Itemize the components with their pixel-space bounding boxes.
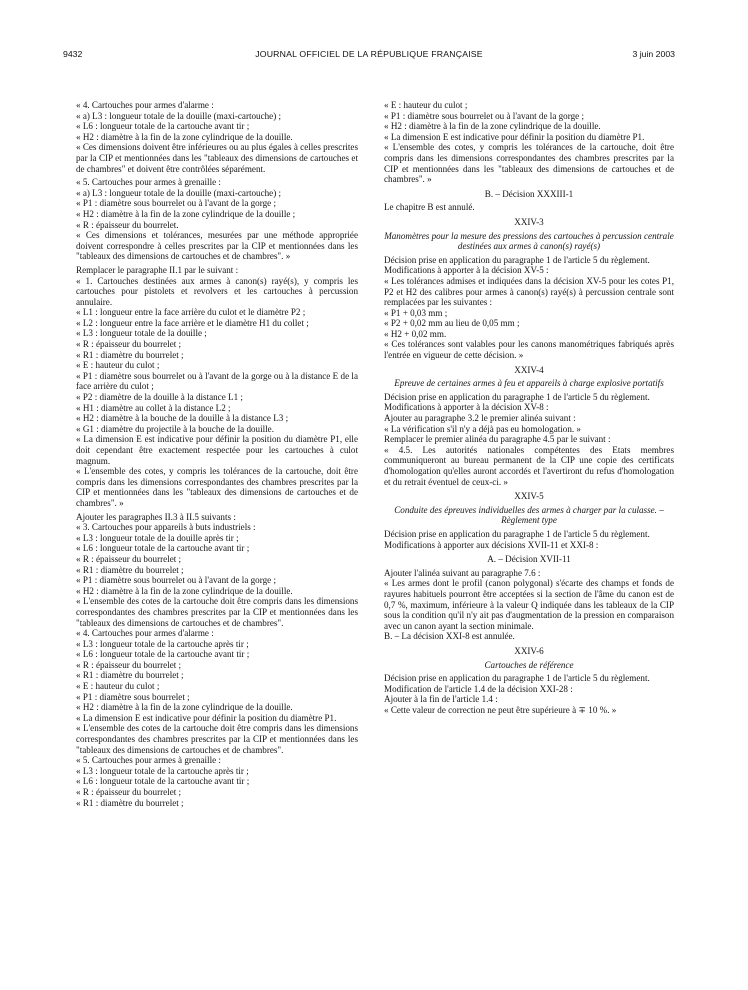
paragraph: « R1 : diamètre du bourrelet ; [76,797,184,808]
paragraph: Décision prise en application du paragraphe 1 de l'article 5 du règlement. [384,391,650,402]
paragraph: « H2 : diamètre à la fin de la zone cylindrique de la douille. [76,702,293,713]
paragraph: « H2 : diamètre à la fin de la zone cylindrique de la douille. [76,585,293,596]
paragraph: « L'ensemble des cotes, y compris les tolérances de la cartouche, doit être compris dans les dimensions correspondantes des chambres prescrites par la CIP et mentionnées dans les "tableaux des dimensions de cartouches et de chambres". » [76,466,358,508]
paragraph: « L6 : longueur totale de la cartouche avant tir ; [76,776,250,787]
paragraph: « R1 : diamètre du bourrelet ; [76,670,184,681]
paragraph: « Les tolérances admises et indiquées dans la décision XV-5 pour les cotes P1, P2 et H2 des calibres pour armes à canon(s) rayé(s) à percussion centrale sont remplacées par les suivantes : [384,275,674,308]
paragraph: Le chapitre B est annulé. [384,202,475,213]
paragraph: Remplacer le paragraphe II.1 par le suivant : [76,264,239,275]
paragraph: « L1 : longueur entre la face arrière du culot et le diamètre P2 ; [76,307,306,318]
paragraph: « L'ensemble des cotes de la cartouche doit être compris dans les dimensions correspondantes des chambres prescrites par la CIP et mentionnées dans les "tableaux des dimensions de cartouches et de chambres". [76,723,358,755]
paragraph: « Les armes dont le profil (canon polygonal) s'écarte des champs et fonds de rayures habituels pourront être acceptées si la section de l'âme du canon est de 0,7 %, maximum, inférieure à la valeur Q indiquée dans les tableaux de la CIP sous la condition qu'il n'y ait pas d'augmentation de la pression en comparaison avec un canon ayant la section minimale. [384,578,674,631]
paragraph: Décision prise en application du paragraphe 1 de l'article 5 du règlement. [384,528,650,539]
paragraph: « H2 : diamètre à la bouche de la douille à la distance L3 ; [76,413,289,424]
paragraph: « 1. Cartouches destinées aux armes à canon(s) rayé(s), y compris les cartouches pour pistolets et revolvers et les cartouches à percussion annulaire. [76,275,358,307]
paragraph: « 5. Cartouches pour armes à grenaille : [76,177,221,188]
page-number: 9432 [63,49,83,59]
paragraph: « P1 + 0,03 mm ; [384,307,448,318]
paragraph: « H1 : diamètre au collet à la distance L2 ; [76,402,231,413]
paragraph: « P1 : diamètre sous bourrelet ou à l'avant de la gorge ; [76,198,276,209]
right-column [384,100,674,980]
paragraph: Modifications à apporter aux décisions XVII-11 et XXI-8 : [384,539,599,550]
paragraph: « R : épaisseur du bourrelet ; [76,553,182,564]
paragraph: Ajouter à la fin de l'article 1.4 : [384,694,498,705]
paragraph: « Ces dimensions doivent être inférieures ou au plus égales à celles prescrites par la CIP et mentionnées dans les "tableaux des dimensions de cartouches et de chambres" et doivent être contrôlées séparément. [76,142,358,174]
paragraph: « P1 : diamètre sous bourrelet ; [76,691,190,702]
paragraph: Ajouter l'alinéa suivant au paragraphe 7.6 : [384,567,541,578]
section-heading: XXIV-5 [514,491,544,502]
section-heading: B. – Décision XXXIII-1 [484,188,574,199]
paragraph: « H2 + 0,02 mm. [384,328,447,339]
paragraph: « Ces dimensions et tolérances, mesurées par une méthode appropriée doivent correspondre à celles prescrites par la CIP et mentionnées dans les "tableaux des dimensions de cartouches et de chambres". » [76,230,358,262]
publication-date: 3 juin 2003 [632,49,675,59]
paragraph: « E : hauteur du culot ; [76,360,160,371]
paragraph: « P1 : diamètre sous bourrelet ou à l'avant de la gorge ; [76,575,276,586]
paragraph: « H2 : diamètre à la fin de la zone cylindrique de la douille. [384,121,601,132]
paragraph: « a) L3 : longueur totale de la douille (maxi-cartouche) ; [76,187,282,198]
paragraph: « L3 : longueur totale de la douille ; [76,328,207,339]
paragraph: « H2 : diamètre à la fin de la zone cylindrique de la douille ; [76,208,296,219]
paragraph: Modifications à apporter à la décision XV-8 : [384,402,549,413]
page-header [63,49,675,63]
paragraph: B. – La décision XXI-8 est annulée. [384,631,515,642]
paragraph: « E : hauteur du culot ; [384,100,468,110]
paragraph: « L2 : longueur entre la face arrière et le diamètre H1 du collet ; [76,317,309,328]
paragraph: « Ces tolérances sont valables pour les canons manométriques fabriqués après l'entrée en vigueur de cette décision. » [384,339,674,361]
paragraph: « 3. Cartouches pour appareils à buts industriels : [76,522,256,533]
left-column [76,100,358,980]
section-heading: XXIV-6 [514,645,544,656]
paragraph: « a) L3 : longueur totale de la douille (maxi-cartouche) ; [76,110,282,121]
paragraph: « 4.5. Les autorités nationales compétentes des Etats membres communiqueront au bureau permanent de la CIP une copie des certificats d'homologation qu'elles auront accordés et l'avertiront du refus d'homologation et du retrait éventuel de ceux-ci. » [384,444,674,487]
section-subtitle: Cartouches de référence [484,659,574,670]
paragraph: « 4. Cartouches pour armes d'alarme : [76,100,214,110]
paragraph: « L3 : longueur totale de la douille après tir ; [76,532,239,543]
paragraph: « Cette valeur de correction ne peut être supérieure à ∓ 10 %. » [384,704,617,715]
paragraph: « G1 : diamètre du projectile à la bouche de la douille. [76,423,274,434]
paragraph: Décision prise en application du paragraphe 1 de l'article 5 du règlement. [384,673,650,684]
paragraph: Modification de l'article 1.4 de la décision XXI-28 : [384,683,573,694]
paragraph: « La vérification s'il n'y a déjà pas eu homologation. » [384,423,581,434]
paragraph: « R1 : diamètre du bourrelet ; [76,349,184,360]
paragraph: « L3 : longueur totale de la cartouche après tir ; [76,765,249,776]
paragraph: « La dimension E est indicative pour définir la position du diamètre P1. [76,712,337,723]
section-heading: A. – Décision XVII-11 [487,554,571,565]
paragraph: « R1 : diamètre du bourrelet ; [76,564,184,575]
paragraph: « La dimension E est indicative pour définir la position du diamètre P1. [384,131,645,142]
paragraph: « P2 : diamètre de la douille à la distance L1 ; [76,392,243,403]
paragraph: « H2 : diamètre à la fin de la zone cylindrique de la douille. [76,131,293,142]
paragraph: « L6 : longueur totale de la cartouche avant tir ; [76,649,250,660]
journal-title: JOURNAL OFFICIEL DE LA RÉPUBLIQUE FRANÇAISE [255,49,483,59]
section-subtitle: Conduite des épreuves individuelles des armes à charger par la culasse. – Règlement type [394,504,664,526]
section-subtitle: Epreuve de certaines armes à feu et appareils à charge explosive portatifs [394,378,664,389]
paragraph: « E : hauteur du culot ; [76,681,160,692]
paragraph: « R : épaisseur du bourrelet ; [76,787,182,797]
paragraph: « R : épaisseur du bourrelet ; [76,659,182,670]
paragraph: « L6 : longueur totale de la cartouche avant tir ; [76,543,250,554]
paragraph: « L'ensemble des cotes, y compris les tolérances de la cartouche, doit être compris dans les dimensions correspondantes des chambres prescrites par la CIP et mentionnées dans les "tableaux des dimensions de cartouches et de chambres". » [384,142,674,185]
paragraph: « R : épaisseur du bourrelet ; [76,339,182,350]
paragraph: « P1 : diamètre sous bourrelet ou à l'avant de la gorge ; [384,110,584,121]
paragraph: Décision prise en application du paragraphe 1 de l'article 5 du règlement. [384,254,650,265]
paragraph: « P1 : diamètre sous bourrelet ou à l'avant de la gorge ou à la distance E de la face arrière du culot ; [76,370,358,392]
paragraph: « L6 : longueur totale de la cartouche avant tir ; [76,121,250,132]
section-heading: XXIV-3 [514,216,544,227]
paragraph: Remplacer le premier alinéa du paragraphe 4.5 par le suivant : [384,434,611,445]
section-heading: XXIV-4 [514,364,544,375]
paragraph: « 5. Cartouches pour armes à grenaille : [76,755,221,766]
paragraph: « La dimension E est indicative pour définir la position du diamètre P1, elle doit cependant être exactement respectée pour les cartouches à culot magnum. [76,434,358,466]
section-subtitle: Manomètres pour la mesure des pressions des cartouches à percussion centrale destinées aux armes à canon(s) rayé(s) [384,230,674,252]
paragraph: « L3 : longueur totale de la cartouche après tir ; [76,638,249,649]
paragraph: Modifications à apporter à la décision XV-5 : [384,265,549,276]
paragraph: « L'ensemble des cotes de la cartouche doit être compris dans les dimensions correspondantes des chambres prescrites par la CIP et mentionnées dans les "tableaux des dimensions de cartouches et de chambres". [76,596,358,628]
paragraph: Ajouter les paragraphes II.3 à II.5 suivants : [76,511,236,522]
paragraph: « 4. Cartouches pour armes d'alarme : [76,628,214,639]
paragraph: « P2 + 0,02 mm au lieu de 0,05 mm ; [384,318,520,329]
paragraph: Ajouter au paragraphe 3.2 le premier alinéa suivant : [384,413,576,424]
paragraph: « R : épaisseur du bourrelet. [76,219,179,230]
